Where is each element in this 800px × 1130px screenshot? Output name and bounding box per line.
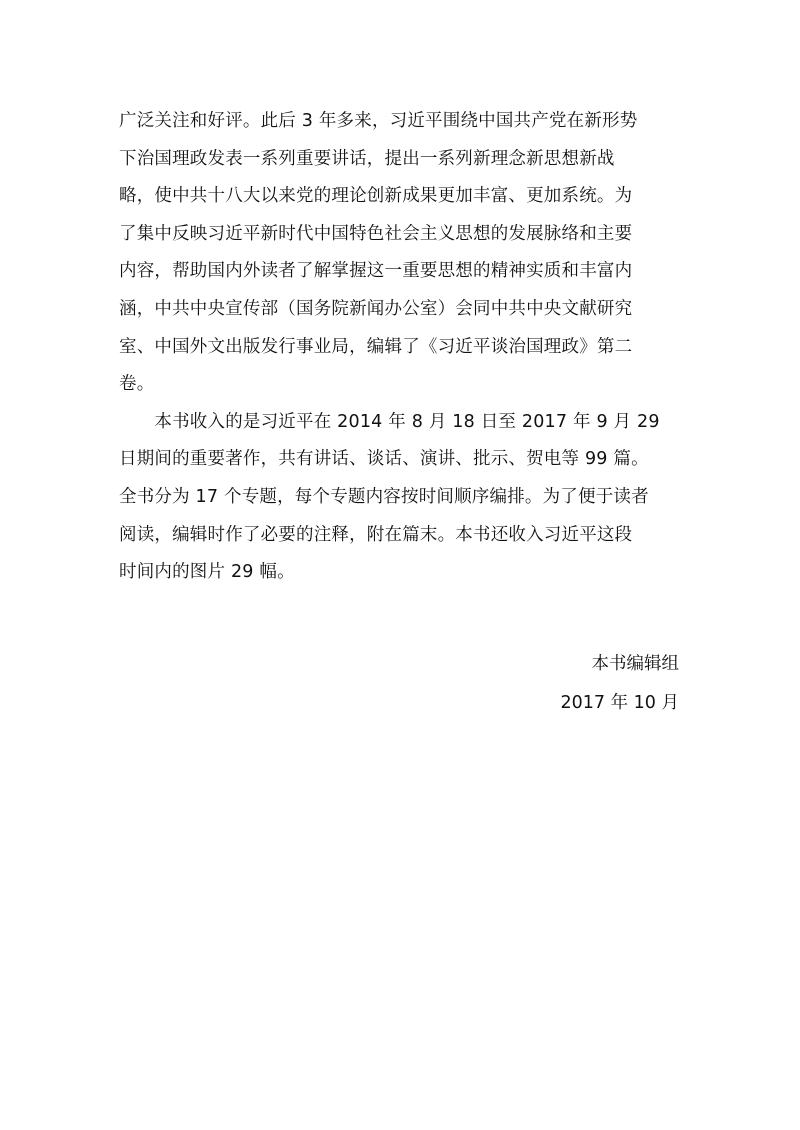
signature-organization: 本书编辑组 [591,654,679,674]
paragraph-line: 涵，中共中央宣传部（国务院新闻办公室）会同中共中央文献研究 [119,298,633,319]
paragraph-line: 全书分为 17 个专题，每个专题内容按时间顺序编排。为了便于读者 [119,486,649,507]
paragraph-line: 下治国理政发表一系列重要讲话，提出一系列新理念新思想新战 [119,148,615,169]
body-text [119,103,679,592]
paragraph-line: 时间内的图片 29 幅。 [119,562,295,583]
paragraph-line: 了集中反映习近平新时代中国特色社会主义思想的发展脉络和主要 [119,223,633,244]
paragraph-line: 内容，帮助国内外读者了解掌握这一重要思想的精神实质和丰富内 [119,261,633,282]
paragraph-line: 阅读，编辑时作了必要的注释，附在篇末。本书还收入习近平这段 [119,524,633,545]
paragraph-line: 本书收入的是习近平在 2014 年 8 月 18 日至 2017 年 9 月 29 [119,411,660,432]
paragraph-line: 室、中国外文出版发行事业局，编辑了《习近平谈治国理政》第二 [119,336,633,357]
paragraph-line: 卷。 [119,374,155,395]
paragraph-1 [119,103,679,404]
paragraph-line: 广泛关注和好评。此后 3 年多来，习近平围绕中国共产党在新形势 [119,111,638,131]
paragraph-line: 略，使中共十八大以来党的理论创新成果更加丰富、更加系统。为 [119,186,633,207]
signature-date: 2017 年 10 月 [560,693,679,713]
paragraph-2 [119,404,679,592]
paragraph-line: 日期间的重要著作，共有讲话、谈话、演讲、批示、贺电等 99 篇。 [119,449,649,470]
